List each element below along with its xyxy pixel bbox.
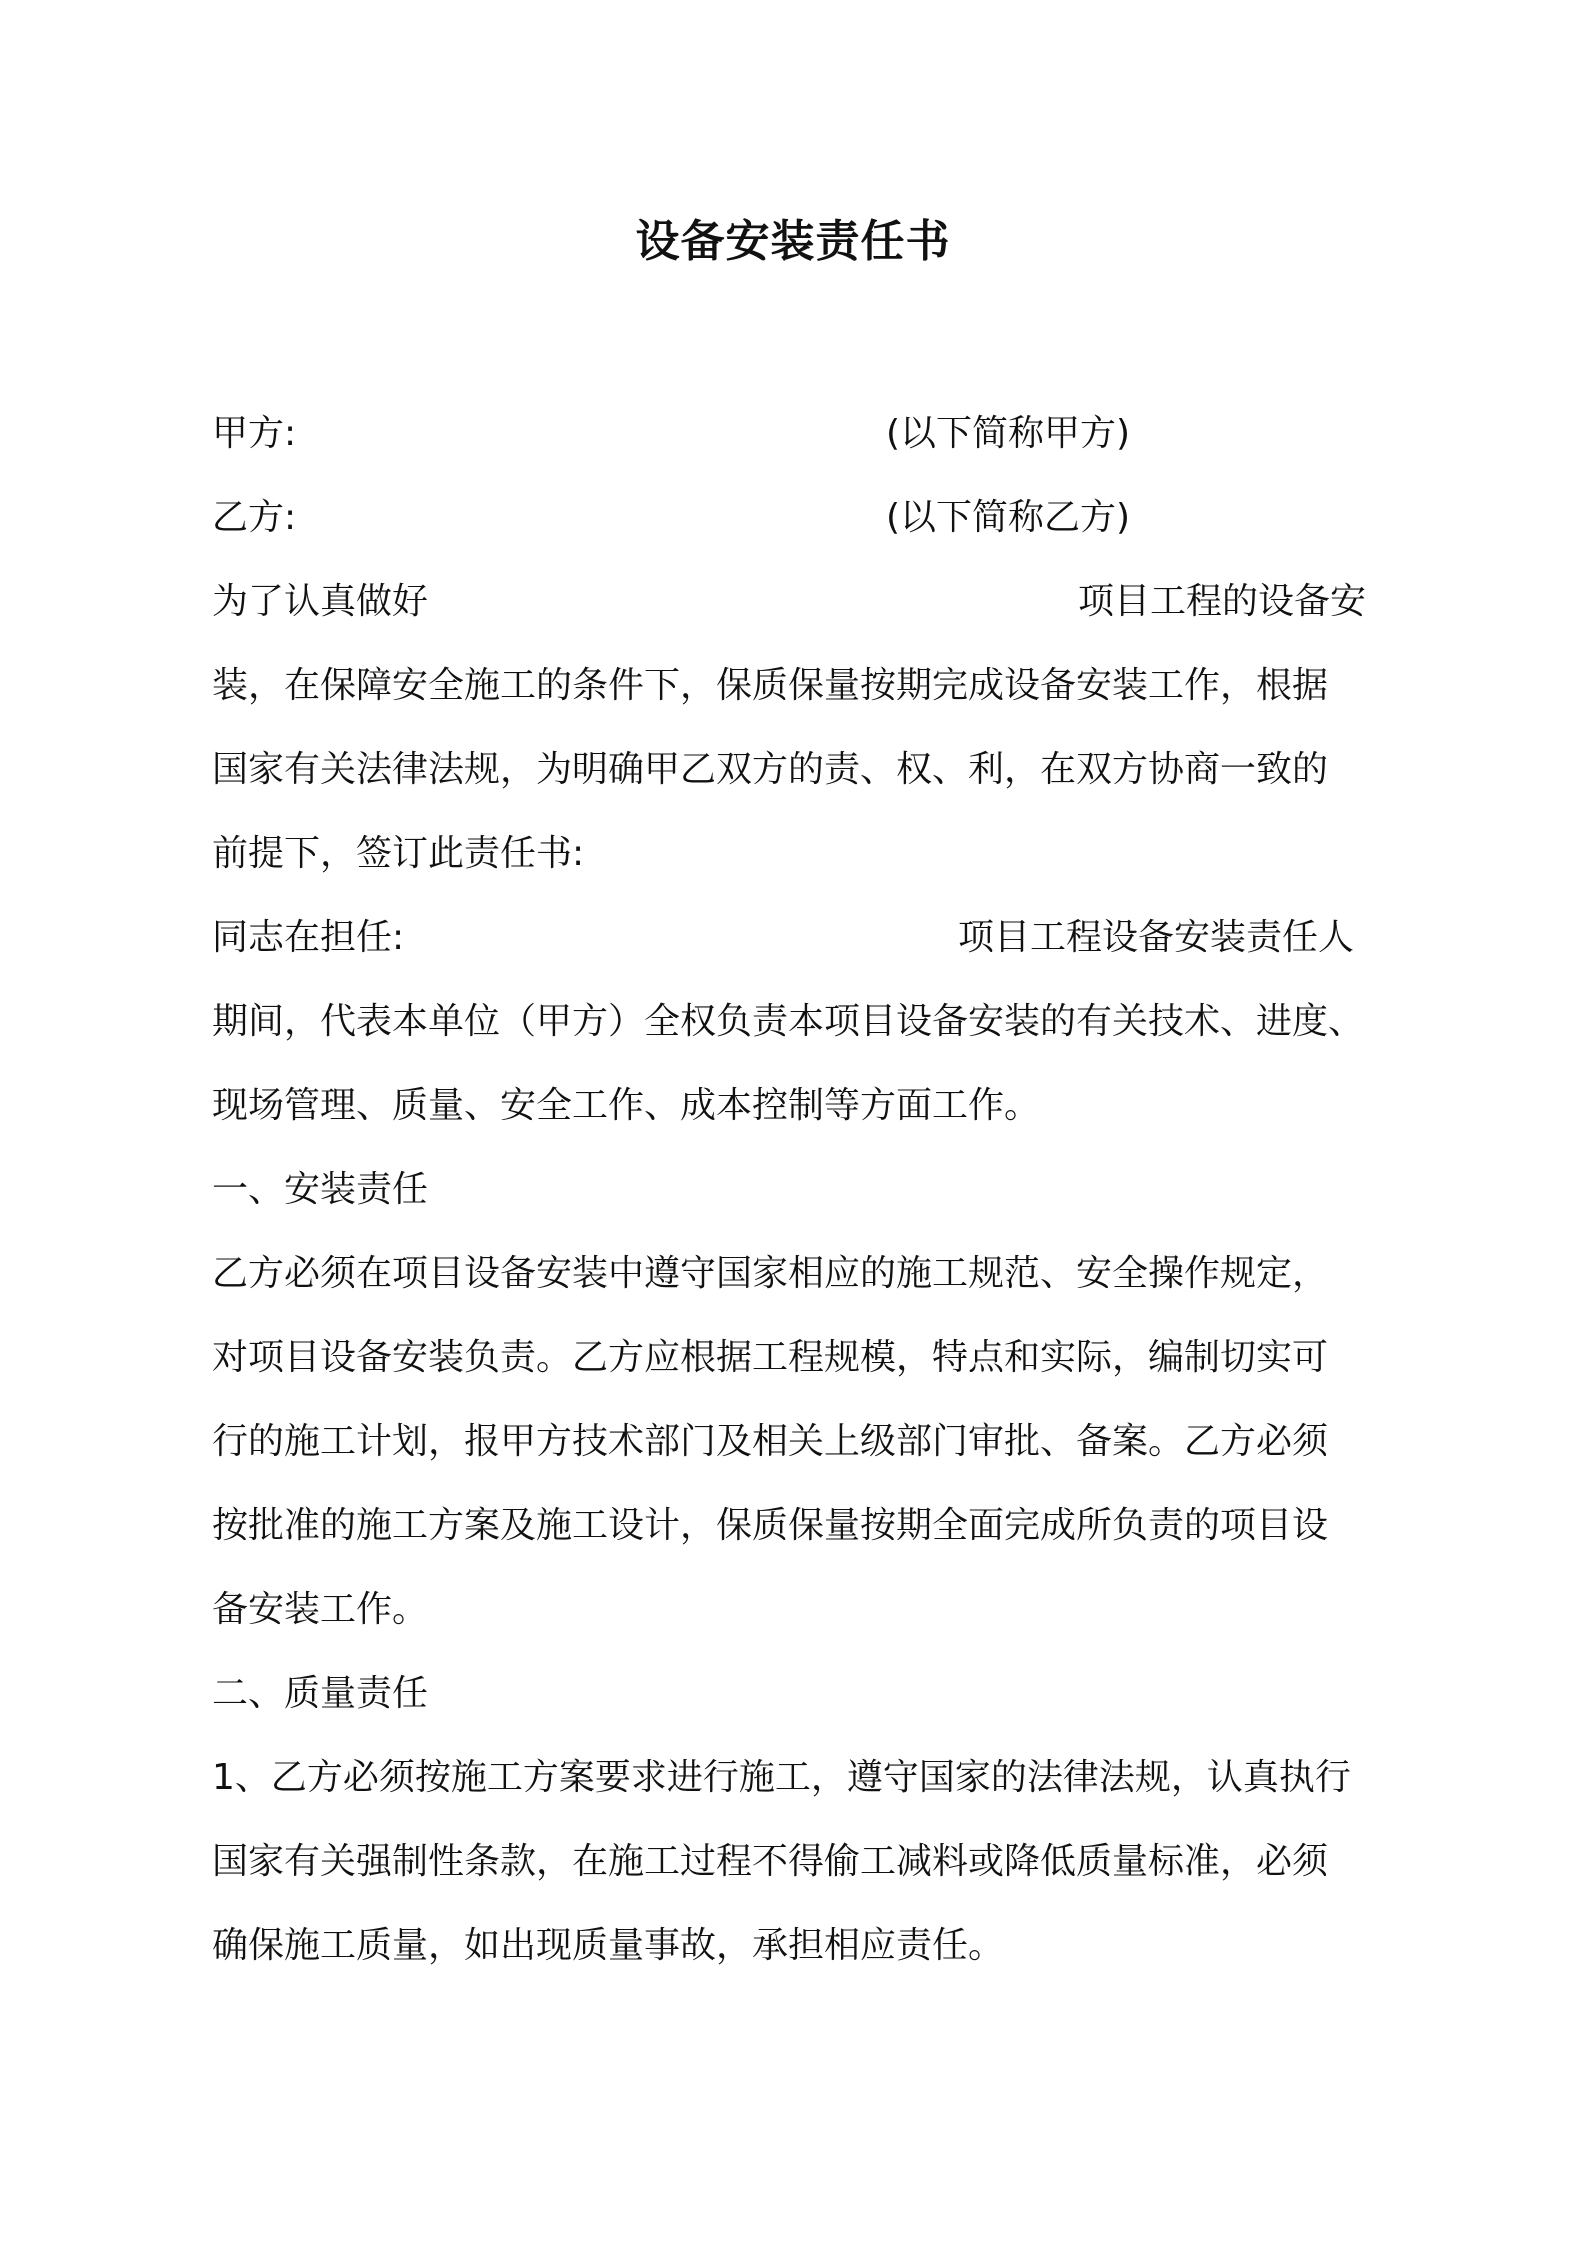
section-2-paragraph-line: 确保施工质量，如出现质量事故，承担相应责任。	[212, 1925, 1005, 1966]
section-1-paragraph-line: 按批准的施工方案及施工设计，保质保量按期全面完成所负责的项目设	[212, 1505, 1329, 1546]
party-b-line	[212, 488, 1392, 548]
intro-lead-line	[212, 572, 1392, 632]
section-heading-quality: 二、质量责任	[212, 1673, 429, 1714]
section-1-paragraph-line: 行的施工计划，报甲方技术部门及相关上级部门审批、备案。乙方必须	[212, 1421, 1329, 1462]
intro-lead-right-text: 项目工程的设备安	[1078, 581, 1367, 622]
party-b-label: 乙方:	[212, 497, 297, 538]
section-2-paragraph-line: 国家有关强制性条款，在施工过程不得偷工减料或降低质量标准，必须	[212, 1841, 1329, 1882]
section-2-paragraph-line: 1、乙方必须按施工方案要求进行施工，遵守国家的法律法规，认真执行	[212, 1757, 1351, 1798]
section-1-paragraph-line: 备安装工作。	[212, 1589, 429, 1630]
appointment-lead-line	[212, 908, 1392, 968]
appointment-lead-right-text: 项目工程设备安装责任人	[958, 917, 1355, 958]
party-b-note: (以下简称乙方)	[886, 497, 1131, 538]
appointment-lead-text: 同志在担任:	[212, 917, 405, 958]
party-a-note: (以下简称甲方)	[886, 413, 1131, 454]
intro-paragraph-line: 国家有关法律法规，为明确甲乙双方的责、权、利，在双方协商一致的	[212, 749, 1329, 790]
intro-paragraph-line: 装，在保障安全施工的条件下，保质保量按期完成设备安装工作，根据	[212, 665, 1329, 706]
appointment-paragraph-line: 期间，代表本单位（甲方）全权负责本项目设备安装的有关技术、进度、	[212, 1001, 1365, 1042]
section-1-paragraph-line: 对项目设备安装负责。乙方应根据工程规模，特点和实际，编制切实可	[212, 1337, 1329, 1378]
party-a-label: 甲方:	[212, 413, 297, 454]
intro-paragraph-line: 前提下，签订此责任书:	[212, 833, 585, 874]
party-a-line	[212, 404, 1392, 464]
section-1-paragraph-line: 乙方必须在项目设备安装中遵守国家相应的施工规范、安全操作规定，	[212, 1253, 1329, 1294]
intro-lead-text: 为了认真做好	[212, 581, 429, 622]
appointment-paragraph-line: 现场管理、质量、安全工作、成本控制等方面工作。	[212, 1085, 1041, 1126]
document-title: 设备安装责任书	[635, 216, 951, 267]
section-heading-installation: 一、安装责任	[212, 1169, 429, 1210]
